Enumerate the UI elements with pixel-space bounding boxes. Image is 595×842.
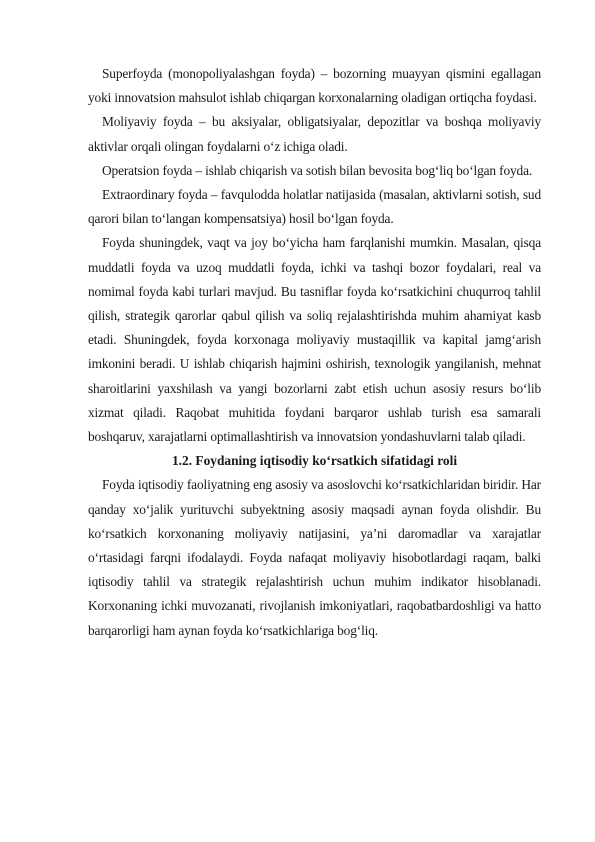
section-heading: 1.2. Foydaning iqtisodiy ko‘rsatkich sifatidagi roli	[171, 453, 458, 469]
paragraph-foyda-turlari: Foyda shuningdek, vaqt va joy bo‘yicha ham farqlanishi mumkin. Masalan, qisqa muddatli foyda va uzoq muddatli foyda, ichki va tashqi bozor foydalari, real va nomimal foyda kabi turlari mavjud. Bu tasniflar foyda ko‘rsatkichini chuqurroq tahlil qilish, strategik qarorlar qabul qilish va soliq rejalashtirishda muhim ahamiyat kasb etadi. Shuningdek, foyda korxonaga moliyaviy mustaqillik va kapital jamg‘arish imkonini beradi. U ishlab chiqarish hajmini oshirish, texnologik yangilanish, mehnat sharoitlarini yaxshilash va yangi bozorlarni zabt etish uchun asosiy resurs bo‘lib xizmat qiladi. Raqobat muhitida foydani barqaror ushlab turish esa samarali boshqaruv, xarajatlarni optimallashtirish va innovatsion yondashuvlarni talab qiladi.	[88, 235, 541, 445]
paragraph-superfoyda: Superfoyda (monopoliyalashgan foyda) – bozorning muayyan qismini egallagan yoki innovatsion mahsulot ishlab chiqargan korxonalarning oladigan ortiqcha foydasi.	[88, 66, 541, 106]
paragraph-extraordinary-foyda: Extraordinary foyda – favqulodda holatlar natijasida (masalan, aktivlarni sotish, sud qarori bilan to‘langan kompensatsiya) hosil bo‘lgan foyda.	[88, 187, 541, 227]
paragraph-moliyaviy-foyda: Moliyaviy foyda – bu aksiyalar, obligatsiyalar, depozitlar va boshqa moliyaviy aktivlar orqali olingan foydalarni o‘z ichiga oladi.	[88, 114, 541, 154]
paragraph-operatsion-foyda: Operatsion foyda – ishlab chiqarish va sotish bilan bevosita bog‘liq bo‘lgan foyda.	[102, 162, 533, 178]
paragraph-foyda-roli: Foyda iqtisodiy faoliyatning eng asosiy va asoslovchi ko‘rsatkichlaridan biridir. Har qanday xo‘jalik yurituvchi subyektning asosiy maqsadi aynan foyda olishdir. Bu ko‘rsatkich korxonaning moliyaviy natijasini, ya’ni daromadlar va xarajatlar o‘rtasidagi farqni ifodalaydi. Foyda nafaqat moliyaviy hisobotlardagi raqam, balki iqtisodiy tahlil va strategik rejalashtirish uchun muhim indikator hisoblanadi. Korxonaning ichki muvozanati, rivojlanish imkoniyatlari, raqobatbardoshligi va hatto barqarorligi ham aynan foyda ko‘rsatkichlariga bog‘liq.	[88, 477, 541, 638]
document-page	[88, 62, 541, 643]
